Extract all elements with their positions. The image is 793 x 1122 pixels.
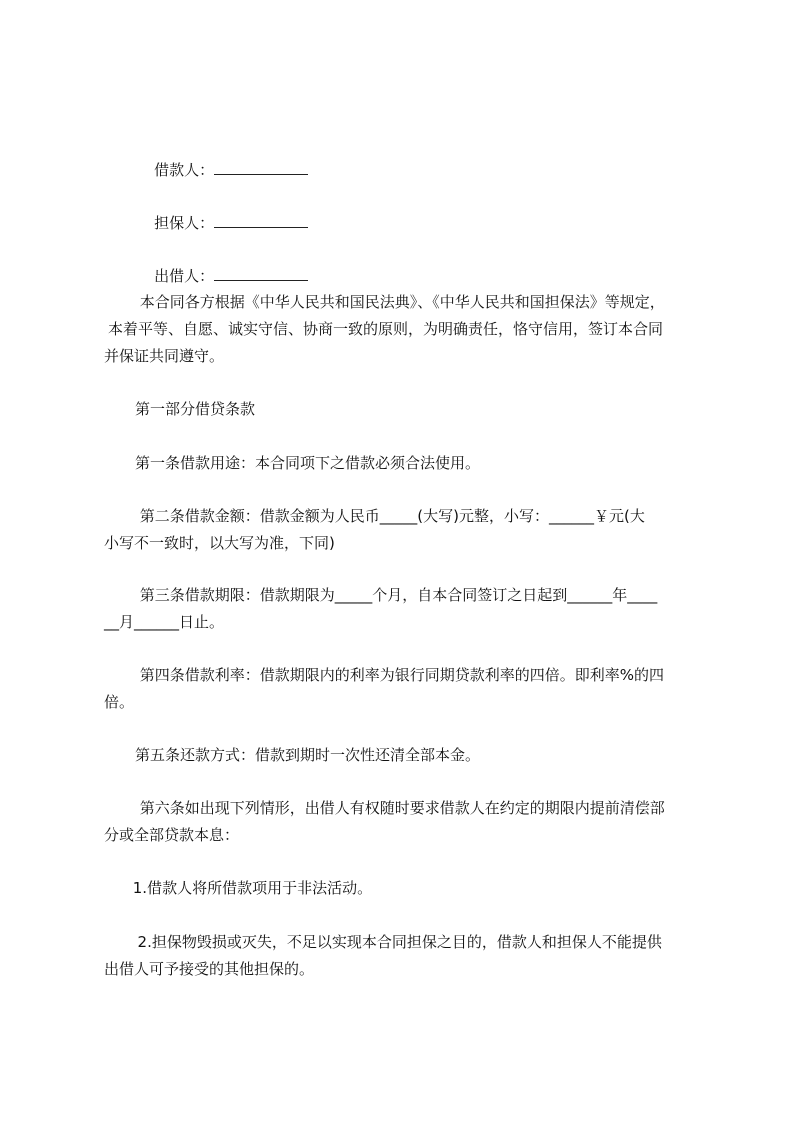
article-2-line-1: 第二条借款金额：借款金额为人民币_____(大写)元整，小写：______￥元(大 bbox=[135, 507, 645, 525]
borrower-blank bbox=[214, 158, 308, 175]
item-2-line-2: 出借人可予接受的其他担保的。 bbox=[104, 960, 315, 978]
article-6-line-2: 分或全部贷款本息： bbox=[104, 826, 240, 844]
borrower-label: 借款人： bbox=[154, 161, 215, 179]
article-6-line-1: 第六条如出现下列情形，出借人有权随时要求借款人在约定的期限内提前清偿部 bbox=[135, 799, 665, 817]
item-2-line-1: 2.担保物毁损或灭失，不足以实现本合同担保之目的，借款人和担保人不能提供 bbox=[128, 933, 662, 951]
article-3-line-2: __月______日止。 bbox=[104, 613, 225, 631]
article-4-line-2: 倍。 bbox=[104, 693, 135, 711]
article-3-line-1: 第三条借款期限：借款期限为_____个月，自本合同签订之日起到______年____ bbox=[135, 586, 658, 604]
intro-line-3: 并保证共同遵守。 bbox=[104, 347, 225, 365]
article-4-line-1: 第四条借款利率：借款期限内的利率为银行同期贷款利率的四倍。即利率%的四 bbox=[135, 666, 665, 684]
intro-line-2: 本着平等、自愿、诚实守信、协商一致的原则，为明确责任，恪守信用，签订本合同 bbox=[108, 320, 664, 338]
lender-label: 出借人： bbox=[154, 267, 215, 285]
article-5: 第五条还款方式：借款到期时一次性还清全部本金。 bbox=[135, 746, 481, 764]
guarantor-label: 担保人： bbox=[154, 214, 215, 232]
guarantor-blank bbox=[214, 211, 308, 228]
item-1: 1.借款人将所借款项用于非法活动。 bbox=[128, 879, 373, 897]
lender-blank bbox=[214, 264, 308, 281]
article-1: 第一条借款用途：本合同项下之借款必须合法使用。 bbox=[135, 454, 481, 472]
intro-line-1: 本合同各方根据《中华人民共和国民法典》、《中华人民共和国担保法》等规定， bbox=[135, 293, 665, 311]
article-2-line-2: 小写不一致时，以大写为准，下同) bbox=[104, 534, 335, 552]
section-title: 第一部分借贷条款 bbox=[135, 400, 256, 418]
